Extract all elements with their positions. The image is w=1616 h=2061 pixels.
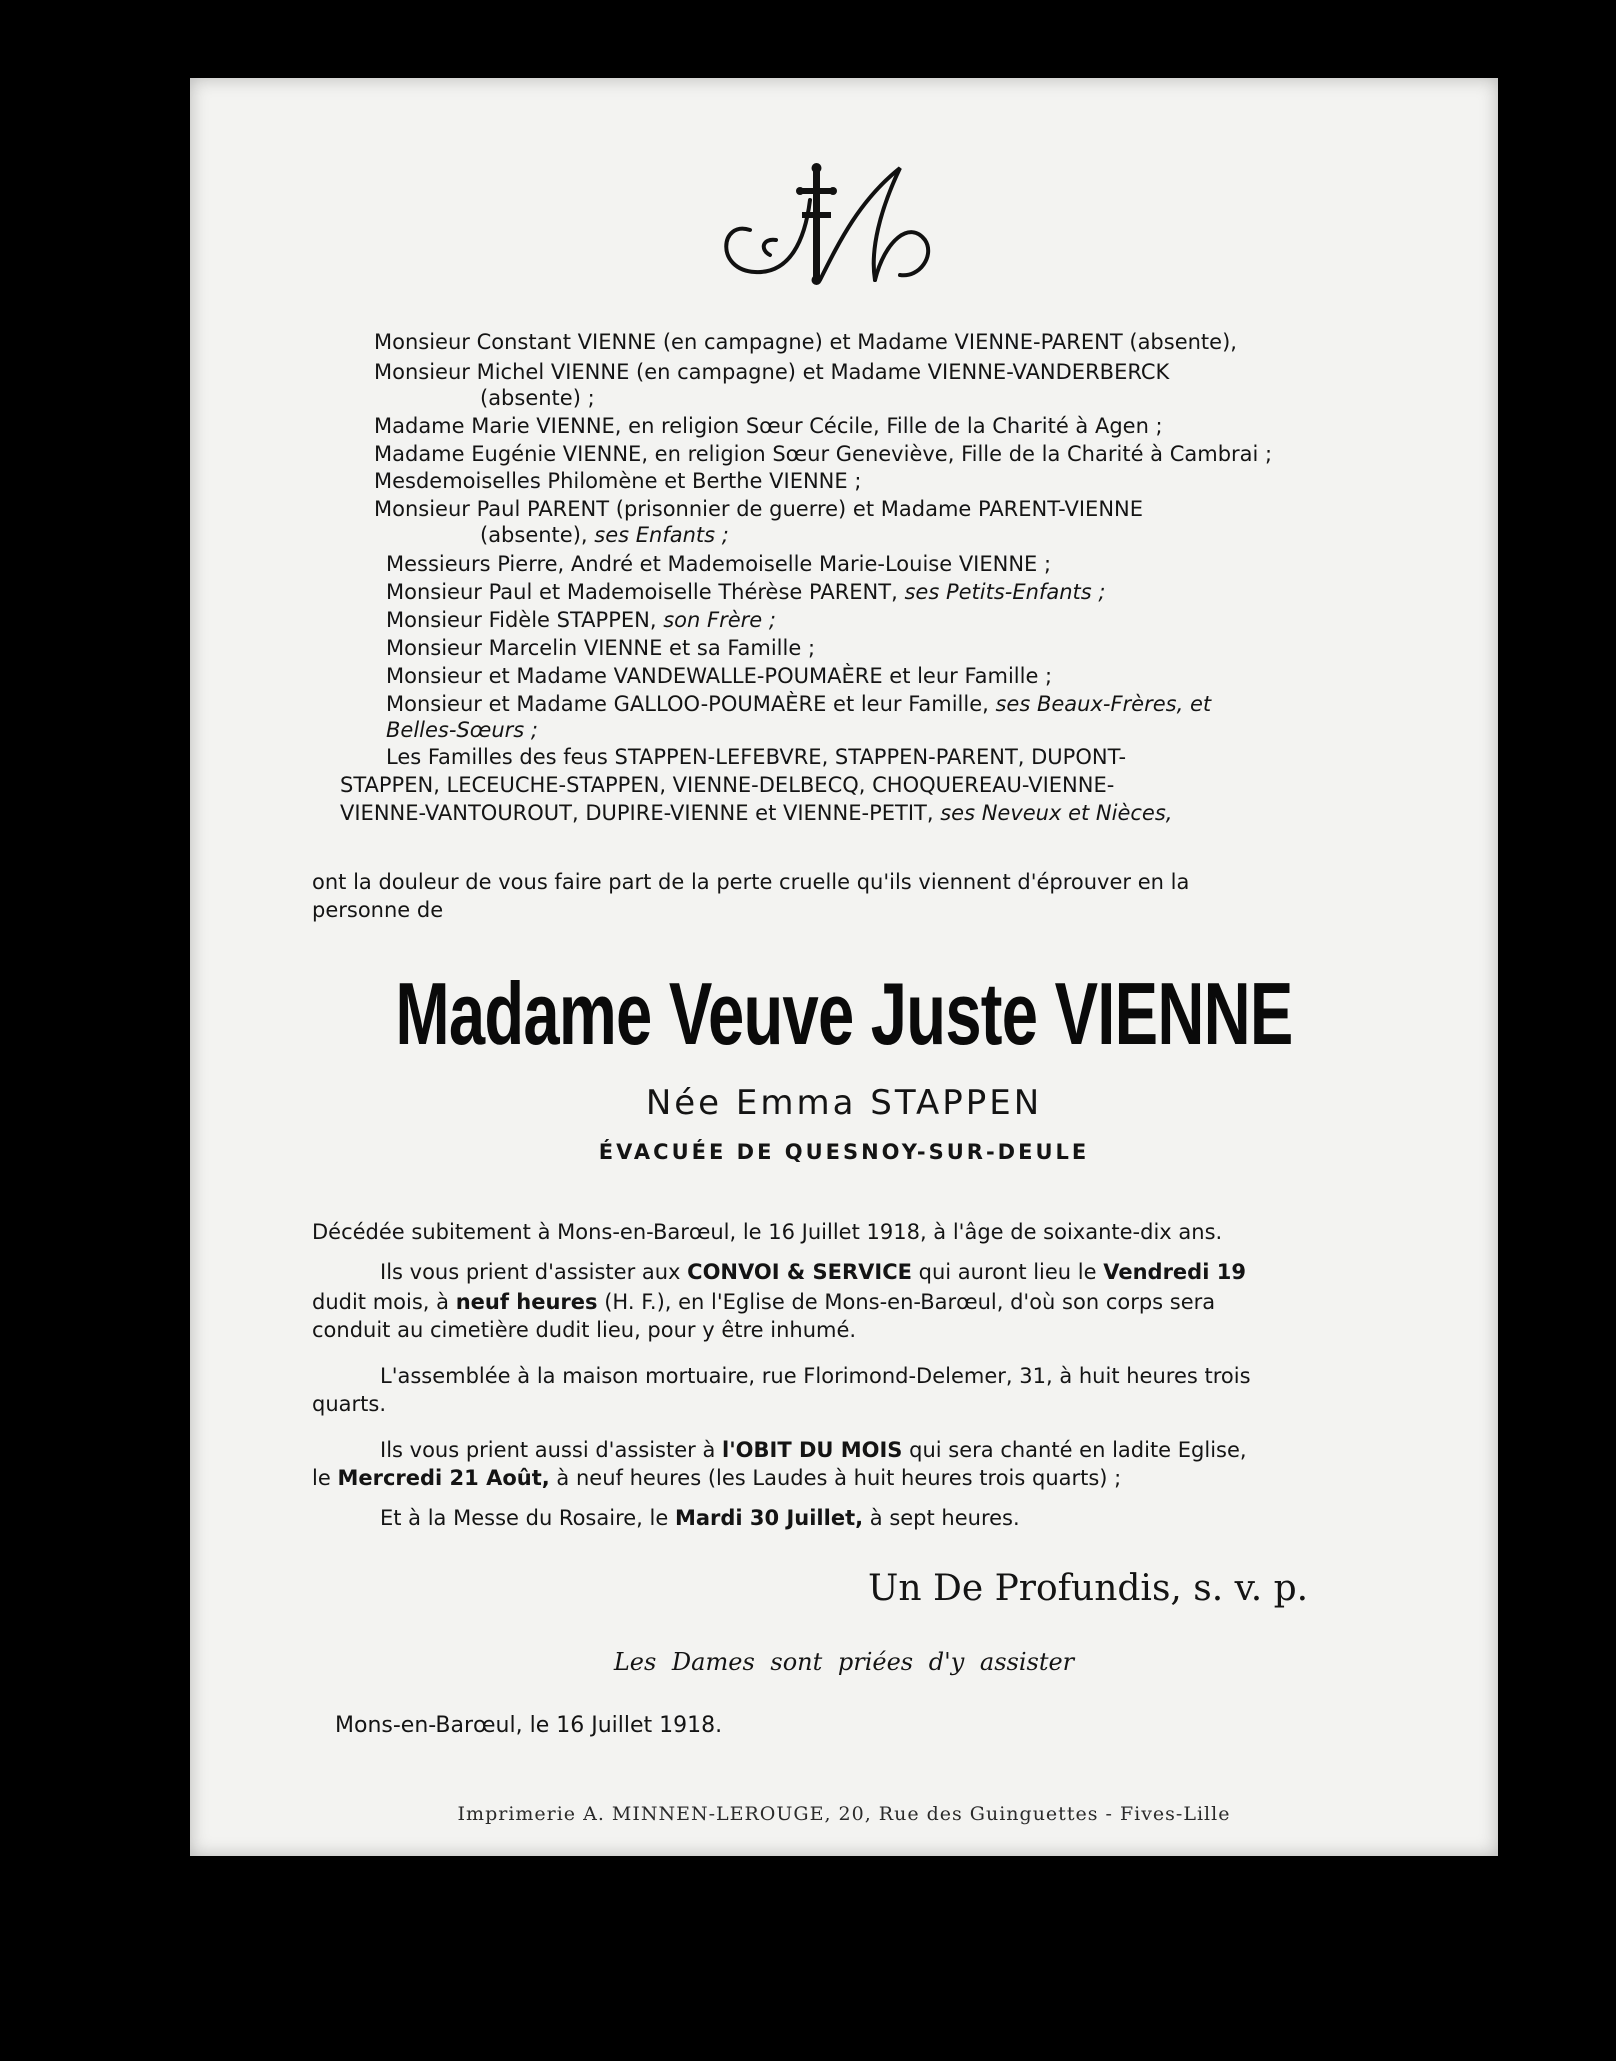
- announcer-line: STAPPEN, LECEUCHE-STAPPEN, VIENNE-DELBECQ, CHOQUEREAU-VIENNE-: [340, 773, 1115, 797]
- announcer-line: Madame Marie VIENNE, en religion Sœur Cécile, Fille de la Charité à Agen ;: [374, 414, 1163, 438]
- service-line: Ils vous prient d'assister aux CONVOI & SERVICE qui auront lieu le Vendredi 19: [380, 1260, 1246, 1284]
- de-profundis: Un De Profundis, s. v. p.: [868, 1568, 1309, 1609]
- announcer-line: Monsieur Paul PARENT (prisonnier de guerre) et Madame PARENT-VIENNE: [374, 497, 1144, 521]
- announcer-line: (absente) ;: [480, 386, 595, 410]
- announcer-line: Monsieur Marcelin VIENNE et sa Famille ;: [386, 636, 816, 660]
- service-line: conduit au cimetière dudit lieu, pour y être inhumé.: [312, 1318, 857, 1342]
- assembly-line: L'assemblée à la maison mortuaire, rue Florimond-Delemer, 31, à huit heures trois: [380, 1364, 1251, 1388]
- announcer-line: (absente), ses Enfants ;: [480, 523, 729, 547]
- death-notice-page: [190, 78, 1498, 1856]
- announcer-line: VIENNE-VANTOUROUT, DUPIRE-VIENNE et VIENNE-PETIT, ses Neveux et Nièces,: [340, 801, 1173, 825]
- announcement-line: personne de: [312, 898, 444, 922]
- announcer-line: Monsieur et Madame VANDEWALLE-POUMAÈRE et leur Famille ;: [386, 664, 1053, 688]
- announcer-line: Mesdemoiselles Philomène et Berthe VIENNE ;: [374, 469, 862, 493]
- announcement-line: ont la douleur de vous faire part de la perte cruelle qu'ils viennent d'éprouver en la: [312, 870, 1190, 894]
- announcer-line: Monsieur Constant VIENNE (en campagne) et Madame VIENNE-PARENT (absente),: [374, 330, 1237, 354]
- announcer-line: Madame Eugénie VIENNE, en religion Sœur Geneviève, Fille de la Charité à Cambrai ;: [374, 442, 1273, 466]
- place-date: Mons-en-Barœul, le 16 Juillet 1918.: [335, 1713, 723, 1738]
- obit-line: Ils vous prient aussi d'assister à l'OBIT DU MOIS qui sera chanté en ladite Eglise,: [380, 1438, 1247, 1462]
- announcer-line: Monsieur Michel VIENNE (en campagne) et Madame VIENNE-VANDERBERCK: [374, 360, 1170, 384]
- death-line: Décédée subitement à Mons-en-Barœul, le 16 Juillet 1918, à l'âge de soixante-dix ans.: [312, 1220, 1223, 1244]
- ladies-note: Les Dames sont priées d'y assister: [613, 1648, 1075, 1676]
- rosary-line: Et à la Messe du Rosaire, le Mardi 30 Juillet, à sept heures.: [380, 1506, 1020, 1530]
- service-line: dudit mois, à neuf heures (H. F.), en l'Eglise de Mons-en-Barœul, d'où son corps sera: [312, 1290, 1216, 1314]
- deceased-name: Madame Veuve Juste VIENNE: [395, 964, 1293, 1063]
- obit-line: le Mercredi 21 Août, à neuf heures (les Laudes à huit heures trois quarts) ;: [312, 1466, 1122, 1490]
- printer-imprint: Imprimerie A. MINNEN-LEROUGE, 20, Rue des Guinguettes - Fives-Lille: [457, 1803, 1231, 1825]
- evacuated-from: ÉVACUÉE DE QUESNOY-SUR-DEULE: [598, 1140, 1090, 1164]
- announcer-line: Monsieur Fidèle STAPPEN, son Frère ;: [386, 608, 776, 632]
- birth-name: Née Emma STAPPEN: [645, 1083, 1043, 1123]
- announcer-line: Les Familles des feus STAPPEN-LEFEBVRE, STAPPEN-PARENT, DUPONT-: [386, 745, 1127, 769]
- announcer-line: Monsieur Paul et Mademoiselle Thérèse PARENT, ses Petits-Enfants ;: [386, 580, 1106, 604]
- cross-monogram-icon: [710, 160, 950, 290]
- announcer-line: Monsieur et Madame GALLOO-POUMAÈRE et leur Famille, ses Beaux-Frères, et: [386, 692, 1212, 716]
- announcer-line: Belles-Sœurs ;: [386, 718, 538, 742]
- assembly-line: quarts.: [312, 1392, 386, 1416]
- announcer-line: Messieurs Pierre, André et Mademoiselle Marie-Louise VIENNE ;: [386, 552, 1052, 576]
